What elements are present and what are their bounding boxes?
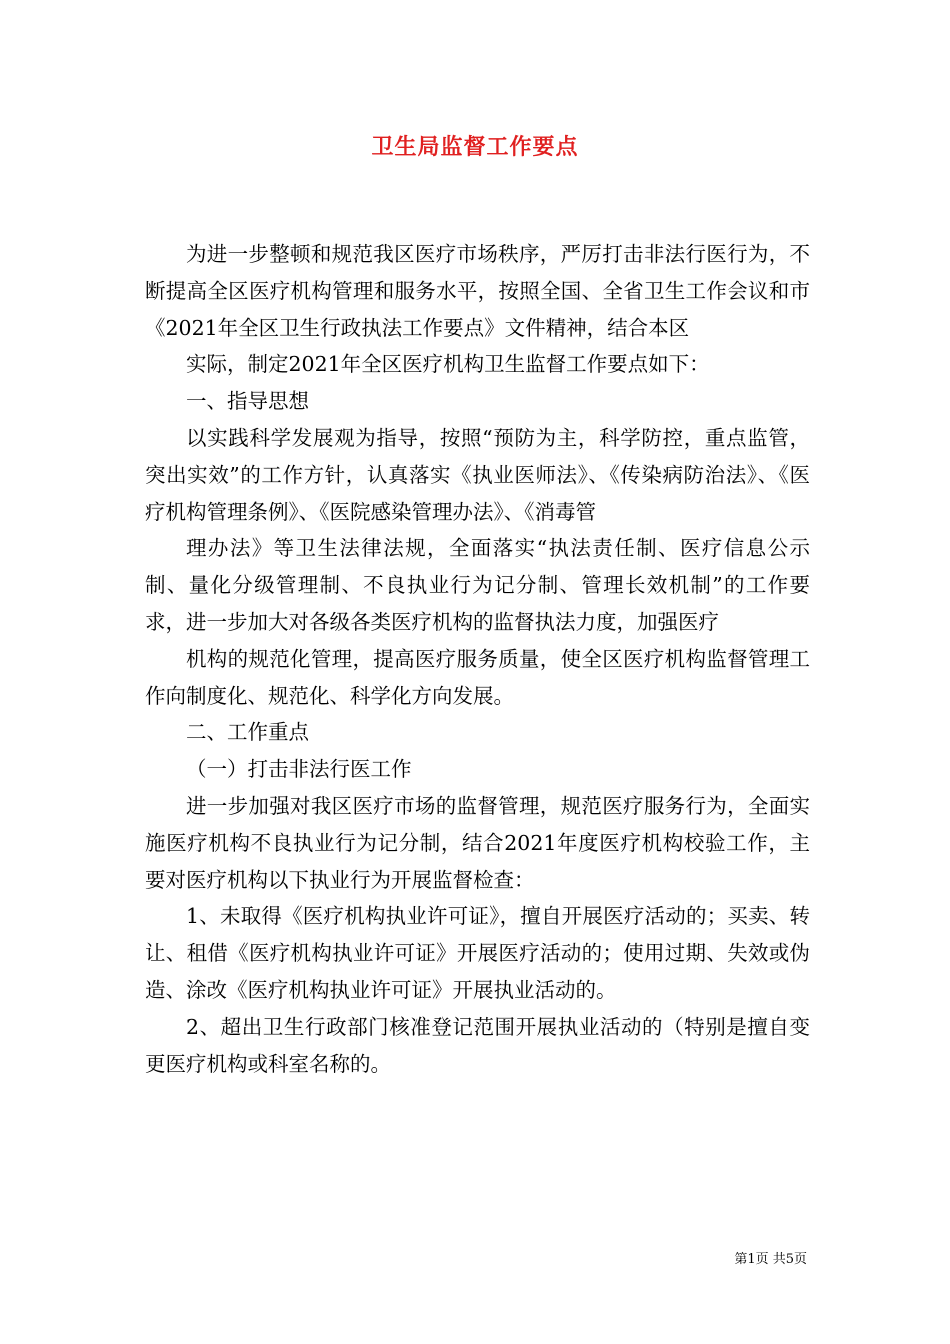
paragraph-guiding-ideology: 以实践科学发展观为指导，按照“预防为主，科学防控，重点监管，突出实效”的工作方针，认真落实《执业医师法》、《传染病防治法》、《医疗机构管理条例》、《医院感染管理办法》、《消毒管 bbox=[145, 425, 810, 524]
list-item-1: 1、未取得《医疗机构执业许可证》，擅自开展医疗活动的；买卖、转让、租借《医疗机构执业许可证》开展医疗活动的；使用过期、失效或伪造、涂改《医疗机构执业许可证》开展执业活动的。 bbox=[145, 904, 810, 1002]
section-heading-guiding-ideology: 一、指导思想 bbox=[186, 389, 309, 414]
document-body bbox=[145, 236, 810, 1082]
paragraph-guiding-ideology-continued: 理办法》等卫生法律法规，全面落实“执法责任制、医疗信息公示制、量化分级管理制、不良执业行为记分制、管理长效机制”的工作要求，进一步加大对各级各类医疗机构的监督执法力度，加强医疗 bbox=[145, 536, 810, 634]
page-footer: 第1页 共5页 bbox=[734, 1252, 807, 1267]
paragraph-intro-continued: 实际，制定2021年全区医疗机构卫生监督工作要点如下： bbox=[186, 352, 710, 377]
subsection-heading-illegal-practice: （一）打击非法行医工作 bbox=[186, 757, 412, 782]
paragraph-supervision: 进一步加强对我区医疗市场的监督管理，规范医疗服务行为，全面实施医疗机构不良执业行为记分制，结合2021年度医疗机构校验工作，主要对医疗机构以下执业行为开展监督检查： bbox=[145, 793, 810, 892]
paragraph-intro: 为进一步整顿和规范我区医疗市场秩序，严厉打击非法行医行为，不断提高全区医疗机构管理和服务水平，按照全国、全省卫生工作会议和市《2021年全区卫生行政执法工作要点》文件精神，结合本区 bbox=[145, 242, 810, 340]
section-heading-work-focus: 二、工作重点 bbox=[186, 720, 309, 745]
list-item-2: 2、超出卫生行政部门核准登记范围开展执业活动的（特别是擅自变更医疗机构或科室名称的。 bbox=[145, 1014, 810, 1076]
paragraph-guiding-ideology-end: 机构的规范化管理，提高医疗服务质量，使全区医疗机构监督管理工作向制度化、规范化、科学化方向发展。 bbox=[145, 646, 810, 708]
document-title: 卫生局监督工作要点 bbox=[371, 134, 579, 160]
